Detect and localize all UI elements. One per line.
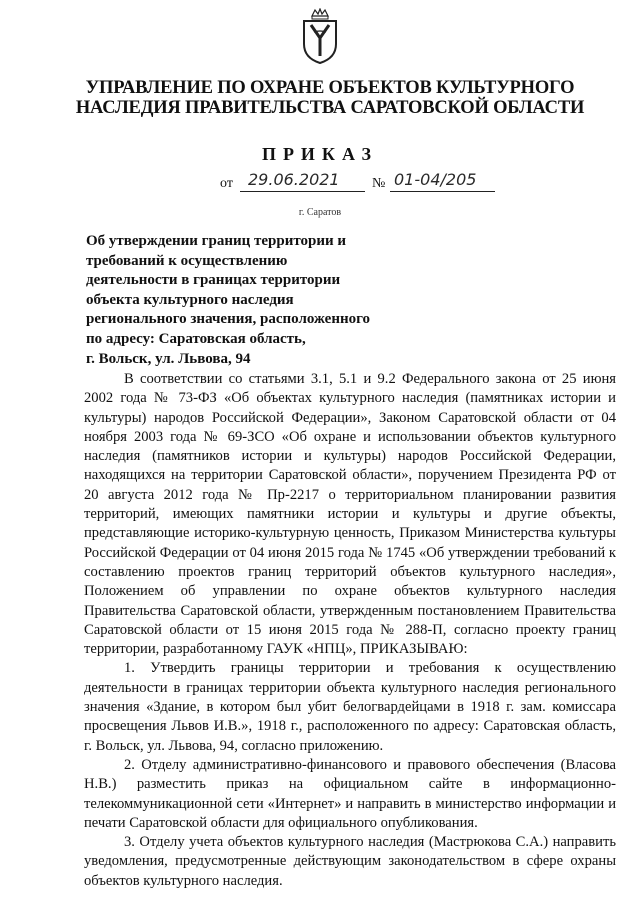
- organization-line-2: НАСЛЕДИЯ ПРАВИТЕЛЬСТВА САРАТОВСКОЙ ОБЛАСТИ: [75, 98, 585, 118]
- number-label: №: [372, 176, 386, 191]
- order-number: 01-04/205: [394, 170, 477, 189]
- number-underline: [390, 191, 495, 192]
- subject-line: Об утверждении границ территории и: [86, 233, 347, 249]
- organization-line-1: УПРАВЛЕНИЕ ПО ОХРАНЕ ОБЪЕКТОВ КУЛЬТУРНОГО: [85, 78, 575, 98]
- subject-line: требований к осуществлению: [86, 252, 288, 269]
- order-subject: [86, 232, 416, 369]
- order-date: 29.06.2021: [248, 170, 340, 189]
- subject-line: деятельности в границах территории: [86, 272, 341, 289]
- date-underline: [240, 191, 365, 192]
- subject-line: объекта культурного наследия: [86, 291, 294, 308]
- document-title: ПРИКАЗ: [261, 144, 379, 164]
- order-item-2: 2. Отделу административно-финансового и правового обеспечения (Власова Н.В.) разместить приказ на официальном сайте в информационно-телекоммуникационной сети «Интернет» и направить в министерство информации и печати Саратовской области для официального опубликования.: [84, 756, 616, 831]
- saratov-coat-of-arms-icon: [300, 8, 340, 64]
- order-date-number-line: [220, 172, 520, 196]
- preamble-paragraph: В соответствии со статьями 3.1, 5.1 и 9.2 Федерального закона от 25 июня 2002 года № 73-ФЗ «Об объектах культурного наследия (памятниках истории и культуры) народов Российской Федерации», Законом Саратовской области от 04 ноября 2003 года № 69-ЗСО «Об охране и использовании объектов культурного наследия (памятников истории и культуры) народов Российской Федерации, находящихся на территории Саратовской области», поручением Президента РФ от 20 августа 2012 года № Пр-2217 о территориальном планировании развития территорий, имеющих памятники истории и культуры и другие объекты, представляющие историко-культурную ценность, Приказом Министерства культуры Российской Федерации от 04 июня 2015 года № 1745 «Об утверждении требований к составлению проектов границ территорий объектов культурного наследия», Положением об управлении по охране объектов культурного наследия Правительства Саратовской области, утвержденным постановлением Правительства Саратовской области от 15 июня 2015 года № 288-П, согласно проекту границ территории, разработанному ГАУК «НПЦ», ПРИКАЗЫВАЮ:: [84, 371, 616, 658]
- subject-line: регионального значения, расположенного: [86, 311, 371, 328]
- subject-line: по адресу: Саратовская область,: [86, 330, 306, 347]
- order-body: [84, 370, 616, 891]
- subject-line: г. Вольск, ул. Львова, 94: [86, 350, 251, 367]
- date-label: от: [220, 176, 233, 191]
- order-item-1: 1. Утвердить границы территории и требования к осуществлению деятельности в границах территории объекта культурного наследия регионального значения «Здание, в котором был убит белогвардейцами в 1918 г. зам. комиссара просвещения Львов И.В.», 1918 г., расположенного по адресу: Саратовская область, г. Вольск, ул. Львова, 94, согласно приложению.: [84, 660, 616, 754]
- organization-name: [60, 78, 600, 118]
- order-item-3: 3. Отделу учета объектов культурного наследия (Мастрюкова С.А.) направить уведомления, предусмотренные действующим законодательством в сфере охраны объектов культурного наследия.: [84, 834, 616, 889]
- city-label: г. Саратов: [298, 207, 342, 218]
